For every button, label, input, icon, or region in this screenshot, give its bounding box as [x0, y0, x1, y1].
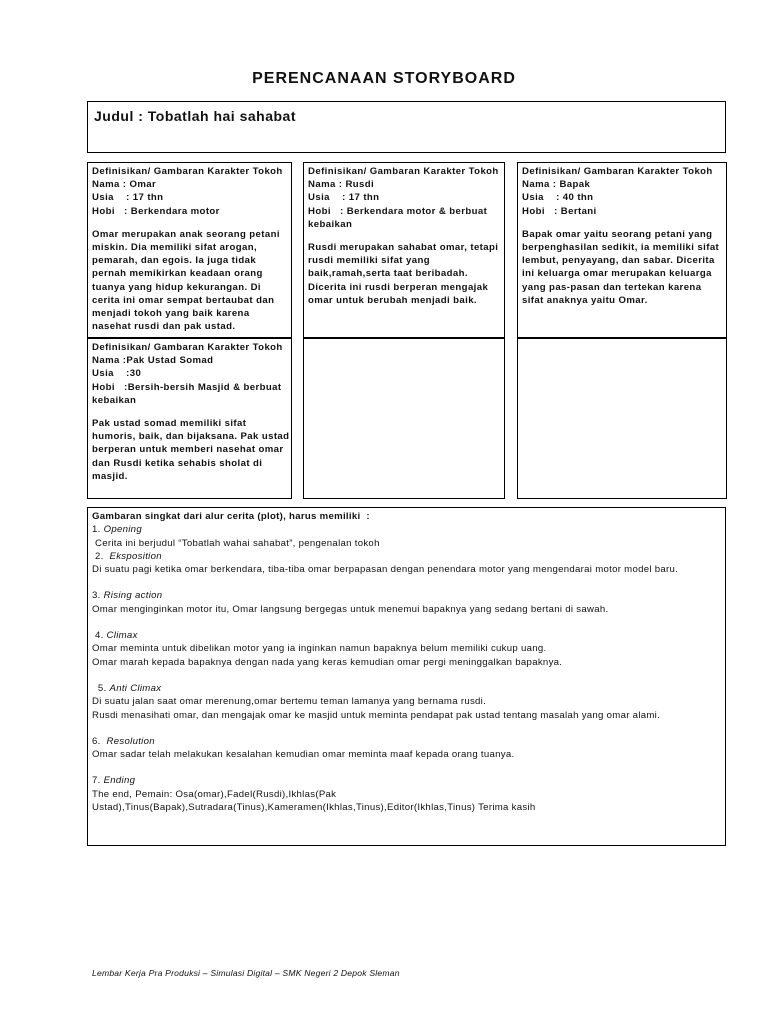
- character-description-line: pemarah, dan egois. Ia juga tidak: [92, 255, 257, 267]
- character-attribute: Usia :30: [92, 368, 142, 380]
- plot-section-number: 4.: [92, 630, 107, 642]
- character-box-empty-3: [517, 338, 727, 499]
- plot-section-name: Resolution: [106, 735, 155, 747]
- plot-section-text: Di suatu jalan saat omar merenung,omar bertemu teman lamanya yang bernama rusdi.: [92, 696, 487, 708]
- plot-section-heading: [92, 523, 721, 536]
- character-heading: Definisikan/ Gambaran Karakter Tokoh: [92, 166, 283, 177]
- plot-section-heading: [92, 589, 721, 602]
- character-attribute: Hobi : Berkendara motor: [92, 205, 220, 217]
- plot-section-text: Cerita ini berjudul “Tobatlah wahai sahabat”, pengenalan tokoh: [92, 537, 380, 549]
- plot-box: [87, 507, 726, 846]
- character-heading: Definisikan/ Gambaran Karakter Tokoh: [308, 166, 499, 177]
- plot-section-heading: [92, 735, 721, 748]
- character-description-line: cerita ini omar sempat bertaubat dan: [92, 294, 275, 306]
- plot-section-heading: [92, 682, 721, 695]
- footer-text: Lembar Kerja Pra Produksi – Simulasi Digital – SMK Negeri 2 Depok Sleman: [92, 968, 400, 978]
- character-attribute: Usia : 17 thn: [92, 192, 164, 204]
- character-attribute: kebaikan: [308, 218, 353, 230]
- character-description-line: berpenghasilan sedikit, ia memiliki sifat: [522, 242, 720, 254]
- character-description-line: berperan untuk memberi nasehat omar: [92, 444, 284, 456]
- plot-section-name: Anti Climax: [109, 682, 162, 694]
- character-description-line: Rusdi merupakan sahabat omar, tetapi: [308, 242, 499, 254]
- character-heading: Definisikan/ Gambaran Karakter Tokoh: [522, 166, 713, 177]
- plot-section-heading: [92, 774, 721, 787]
- character-attribute: kebaikan: [92, 394, 137, 406]
- character-attribute: Usia : 17 thn: [308, 192, 380, 204]
- plot-section-number: 6.: [92, 735, 107, 747]
- character-attribute: Usia : 40 thn: [522, 192, 594, 204]
- character-description-line: ini keluarga omar merupakan keluarga: [522, 268, 712, 280]
- character-description-line: omar untuk berubah menjadi baik.: [308, 294, 477, 306]
- plot-heading: Gambaran singkat dari alur cerita (plot), harus memiliki :: [92, 511, 370, 522]
- character-box-rusdi: [303, 162, 505, 338]
- plot-section-number: 5.: [92, 682, 110, 694]
- plot-section-name: Opening: [103, 524, 142, 536]
- character-description-line: miskin. Dia memiliki sifat arogan,: [92, 242, 258, 254]
- character-attribute: Hobi :Bersih-bersih Masjid & berbuat: [92, 381, 282, 393]
- character-heading: Definisikan/ Gambaran Karakter Tokoh: [92, 342, 283, 353]
- character-box-bapak: [517, 162, 727, 338]
- character-box-pak-ustad: [87, 338, 292, 499]
- plot-section-heading: [92, 550, 721, 563]
- character-description-line: sifat anaknya yaitu Omar.: [522, 294, 648, 306]
- plot-section-text: Omar menginginkan motor itu, Omar langsung bergegas untuk menemui bapaknya yang sedang bertani di sawah.: [92, 603, 609, 615]
- character-attribute: Nama : Rusdi: [308, 179, 375, 191]
- character-box-omar: [87, 162, 292, 338]
- plot-section-name: Eksposition: [109, 550, 162, 562]
- character-description-line: dan Rusdi ketika sehabis sholat di: [92, 457, 263, 469]
- judul-box: [87, 101, 726, 153]
- character-attribute: Nama :Pak Ustad Somad: [92, 355, 214, 367]
- character-attribute: Nama : Bapak: [522, 179, 591, 191]
- character-description-line: masjid.: [92, 470, 128, 482]
- character-description-line: Omar merupakan anak seorang petani: [92, 228, 280, 240]
- plot-section-number: 1.: [92, 524, 104, 536]
- plot-section-number: 2.: [92, 550, 110, 562]
- character-description-line: Bapak omar yaitu seorang petani yang: [522, 228, 713, 240]
- plot-section-name: Ending: [103, 775, 136, 787]
- character-description-line: Pak ustad somad memiliki sifat: [92, 418, 247, 430]
- plot-section-heading: [92, 629, 721, 642]
- character-attribute: Hobi : Berkendara motor & berbuat: [308, 205, 488, 217]
- character-description-line: pernah memikirkan keadaan orang: [92, 268, 263, 280]
- character-description-line: Dicerita ini rusdi berperan mengajak: [308, 281, 489, 293]
- character-description-line: rusdi memiliki sifat yang: [308, 255, 430, 267]
- character-description-line: tuanya yang hidup kekurangan. Di: [92, 281, 261, 293]
- plot-section-number: 7.: [92, 775, 104, 787]
- character-box-empty-2: [303, 338, 505, 499]
- plot-section-name: Rising action: [103, 590, 163, 602]
- judul-text: Judul : Tobatlah hai sahabat: [94, 108, 296, 124]
- plot-section-text: Di suatu pagi ketika omar berkendara, tiba-tiba omar berpapasan dengan penendara motor yang mengendarai motor model baru.: [92, 564, 679, 576]
- plot-section-text: Omar sadar telah melakukan kesalahan kemudian omar meminta maaf kepada orang tuanya.: [92, 749, 515, 761]
- page-title: PERENCANAAN STORYBOARD: [252, 70, 516, 87]
- character-attribute: Hobi : Bertani: [522, 205, 597, 217]
- character-description-line: menjadi tokoh yang baik karena: [92, 308, 250, 320]
- plot-section-text: The end, Pemain: Osa(omar),Fadel(Rusdi),Ikhlas(Pak: [92, 788, 337, 800]
- plot-section-number: 3.: [92, 590, 104, 602]
- plot-section-text: Rusdi menasihati omar, dan mengajak omar ke masjid untuk meminta pendapat pak ustad tentang masalah yang omar alami.: [92, 709, 661, 721]
- character-description-line: lembut, penyayang, dan sabar. Dicerita: [522, 255, 715, 267]
- character-description-line: nasehat rusdi dan pak ustad.: [92, 321, 236, 333]
- character-description-line: baik,ramah,serta taat beribadah.: [308, 268, 468, 280]
- plot-section-text: Omar marah kepada bapaknya dengan nada yang keras kemudian omar pergi meninggalkan bapaknya.: [92, 656, 563, 668]
- plot-section-name: Climax: [106, 630, 138, 642]
- character-attribute: Nama : Omar: [92, 179, 157, 191]
- character-description-line: humoris, baik, dan bijaksana. Pak ustad: [92, 431, 290, 443]
- character-description-line: yang pas-pasan dan tertekan karena: [522, 281, 702, 293]
- plot-section-text: Omar meminta untuk dibelikan motor yang ia inginkan namun bapaknya belum memiliki cukup uang.: [92, 643, 547, 655]
- plot-section-text: Ustad),Tinus(Bapak),Sutradara(Tinus),Kameramen(Ikhlas,Tinus),Editor(Ikhlas,Tinus) Terima kasih: [92, 802, 536, 814]
